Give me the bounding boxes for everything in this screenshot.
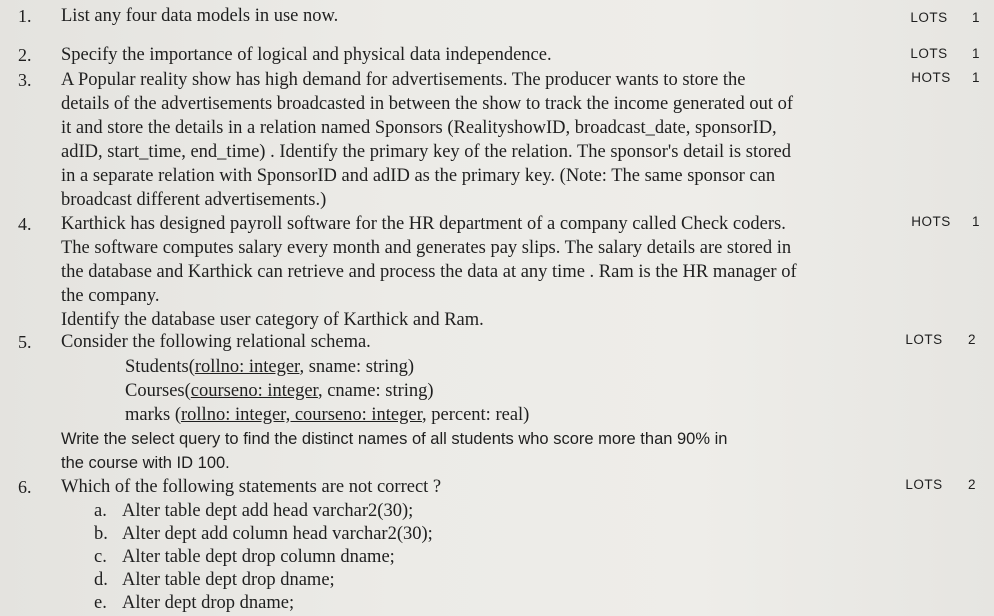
primary-key: rollno: integer	[194, 357, 300, 377]
question-text-line: the course with ID 100.	[61, 454, 230, 472]
question-text: Consider the following relational schema.	[61, 332, 371, 352]
option-text: Alter dept add column head varchar2(30);	[122, 524, 433, 544]
schema-courses: Courses(courseno: integer, cname: string)	[125, 381, 434, 401]
option-text: Alter table dept drop dname;	[122, 570, 335, 590]
option-label: d.	[94, 570, 108, 590]
primary-key: rollno: integer, courseno: integer	[181, 405, 422, 425]
question-text-line: Karthick has designed payroll software for the HR department of a company called Check coders.	[61, 214, 786, 234]
question-text-line: adID, start_time, end_time) . Identify the primary key of the relation. The sponsor's detail is stored	[61, 142, 791, 162]
question-number: 1.	[18, 6, 32, 26]
question-text-line: it and store the details in a relation named Sponsors (RealityshowID, broadcast_date, sponsorID,	[61, 118, 777, 138]
question-level-tag: HOTS	[911, 214, 951, 229]
question-number: 4.	[18, 214, 32, 234]
option-text: Alter dept drop dname;	[122, 593, 295, 613]
question-marks: 1	[972, 70, 980, 85]
question-level-tag: LOTS	[905, 477, 943, 492]
option-label: c.	[94, 547, 107, 567]
schema-students: Students(rollno: integer, sname: string)	[125, 357, 415, 377]
option-text: Alter table dept add head varchar2(30);	[122, 501, 414, 521]
question-text-line: Write the select query to find the distinct names of all students who score more than 90% in	[61, 430, 728, 448]
question-marks: 2	[968, 332, 976, 347]
question-number: 6.	[18, 477, 32, 497]
option-label: b.	[94, 524, 108, 544]
question-text-line: A Popular reality show has high demand for advertisements. The producer wants to store the	[61, 70, 746, 90]
question-text-line: the database and Karthick can retrieve and process the data at any time . Ram is the HR manager of	[61, 262, 797, 282]
question-text-line: The software computes salary every month and generates pay slips. The salary details are stored in	[61, 238, 792, 258]
option-text: Alter table dept drop column dname;	[122, 547, 395, 567]
question-marks: 1	[972, 10, 980, 25]
question-text: Which of the following statements are not correct ?	[61, 477, 442, 497]
question-text-line: Identify the database user category of Karthick and Ram.	[61, 310, 484, 330]
question-marks: 1	[972, 46, 980, 61]
question-number: 2.	[18, 45, 32, 65]
question-level-tag: HOTS	[911, 70, 951, 85]
question-text-line: the company.	[61, 286, 160, 306]
question-number: 3.	[18, 70, 32, 90]
primary-key: courseno: integer	[190, 381, 318, 401]
question-level-tag: LOTS	[905, 332, 943, 347]
option-label: e.	[94, 593, 107, 613]
question-level-tag: LOTS	[910, 46, 948, 61]
option-label: a.	[94, 501, 107, 521]
question-level-tag: LOTS	[910, 10, 948, 25]
question-text-line: in a separate relation with SponsorID and adID as the primary key. (Note: The same sponsor can	[61, 166, 776, 186]
question-text: List any four data models in use now.	[61, 6, 339, 26]
question-text-line: details of the advertisements broadcasted in between the show to track the income generated out of	[61, 94, 794, 114]
question-text: Specify the importance of logical and physical data independence.	[61, 45, 552, 65]
question-text-line: broadcast different advertisements.)	[61, 190, 327, 210]
schema-marks: marks (rollno: integer, courseno: integer, percent: real)	[125, 405, 530, 425]
question-marks: 2	[968, 477, 976, 492]
question-number: 5.	[18, 332, 32, 352]
question-marks: 1	[972, 214, 980, 229]
